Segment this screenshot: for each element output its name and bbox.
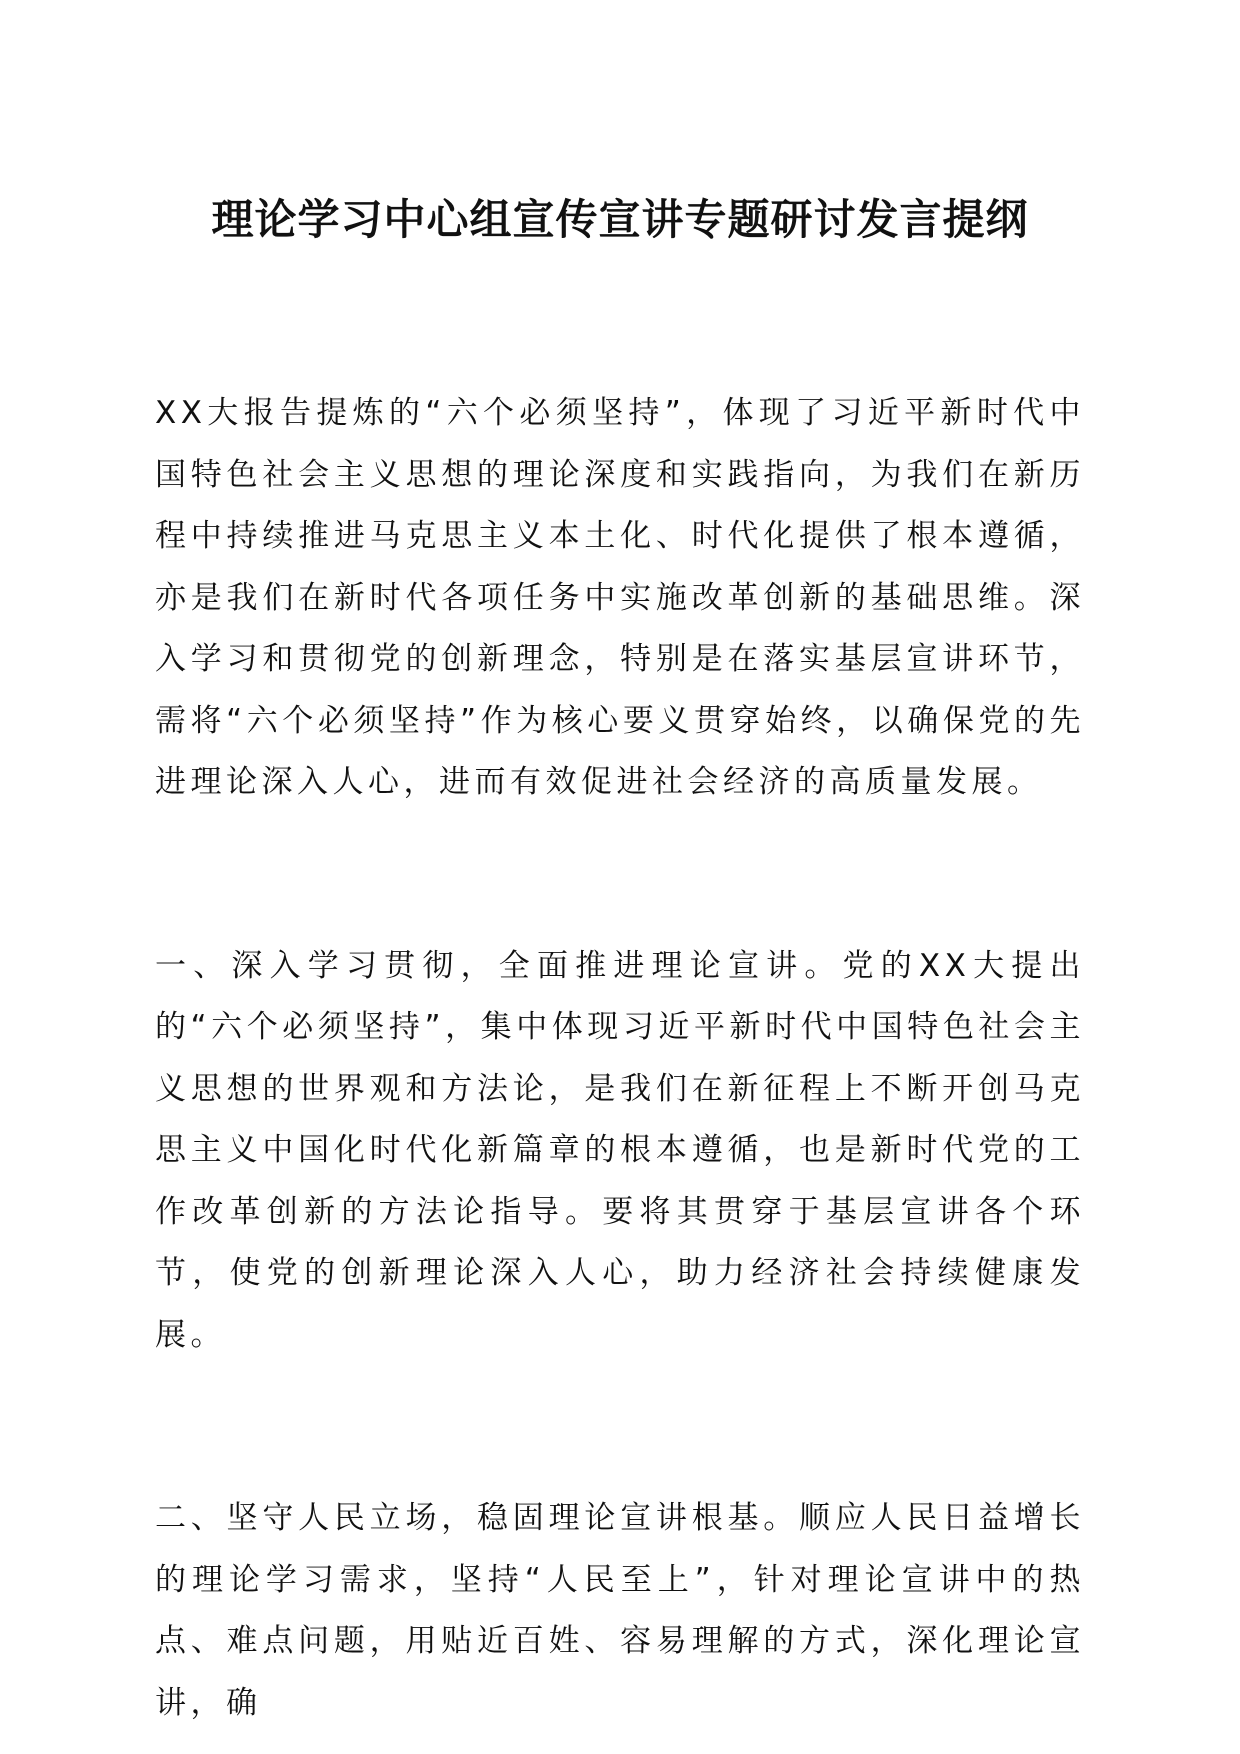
document-body xyxy=(155,383,1085,1734)
paragraph-spacer xyxy=(155,1366,1085,1488)
paragraph-section-one: 一、深入学习贯彻，全面推进理论宣讲。党的XX大提出的“六个必须坚持”，集中体现习近平新时代中国特色社会主义思想的世界观和方法论，是我们在新征程上不断开创马克思主义中国化时代化新篇章的根本遵循，也是新时代党的工作改革创新的方法论指导。要将其贯穿于基层宣讲各个环节，使党的创新理论深入人心，助力经济社会持续健康发展。 xyxy=(155,947,1085,1353)
paragraph-section-two: 二、坚守人民立场，稳固理论宣讲根基。顺应人民日益增长的理论学习需求，坚持“人民至上”，针对理论宣讲中的热点、难点问题，用贴近百姓、容易理解的方式，深化理论宣讲，确 xyxy=(155,1500,1085,1721)
paragraph-spacer xyxy=(155,814,1085,936)
document-title: 理论学习中心组宣传宣讲专题研讨发言提纲 xyxy=(211,195,1029,244)
paragraph-intro: XX大报告提炼的“六个必须坚持”，体现了习近平新时代中国特色社会主义思想的理论深度和实践指向，为我们在新历程中持续推进马克思主义本土化、时代化提供了根本遵循，亦是我们在新时代各项任务中实施改革创新的基础思维。深入学习和贯彻党的创新理念，特别是在落实基层宣讲环节，需将“六个必须坚持”作为核心要义贯穿始终，以确保党的先进理论深入人心，进而有效促进社会经济的高质量发展。 xyxy=(155,395,1085,800)
